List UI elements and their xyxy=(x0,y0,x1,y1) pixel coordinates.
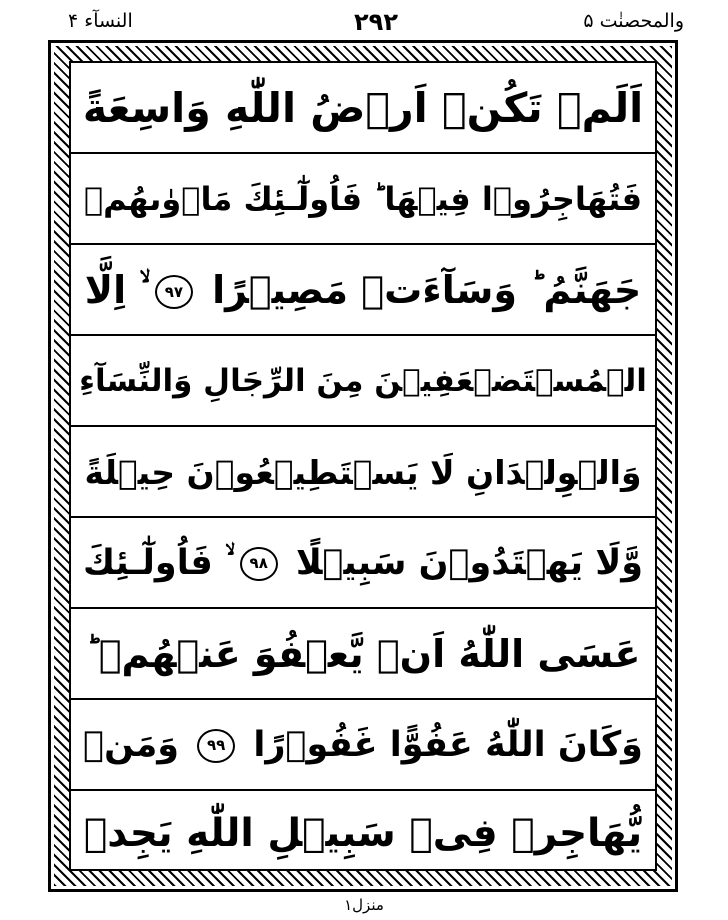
text-line-1 xyxy=(71,63,655,153)
line-text: عَسَى اللّٰهُ اَنۡ يَّعۡفُوَ عَنۡهُمۡ ؕ xyxy=(85,632,641,676)
text-line-2 xyxy=(71,154,655,244)
line-text xyxy=(83,724,643,765)
ayah-number-marker: ۹۹ xyxy=(197,729,235,763)
line-text: فَتُهَاجِرُوۡا فِيۡهَا ؕ فَاُولٰٓـئِكَ مَاۡوٰٮهُمۡ xyxy=(83,180,643,218)
juz-name: والمحصنٰت ۵ xyxy=(583,10,684,32)
text-line-5 xyxy=(71,427,655,517)
line-text-after-ayah: ۙ فَاُولٰٓـئِكَ xyxy=(82,542,225,583)
page-frame xyxy=(48,40,678,892)
text-line-3 xyxy=(71,245,655,335)
line-text xyxy=(82,542,644,583)
line-text-before-ayah: وَكَانَ اللّٰهُ عَفُوًّا غَفُوۡرًا xyxy=(253,724,643,765)
page-number: ۲۹۲ xyxy=(354,8,398,36)
line-text xyxy=(84,267,642,312)
line-text-before-ayah: جَهَنَّمُ ؕ وَسَآءَتۡ مَصِيۡرًا xyxy=(212,267,642,312)
ayah-number-marker: ۹۷ xyxy=(155,275,193,309)
line-text: اَلَمۡ تَكُنۡ اَرۡضُ اللّٰهِ وَاسِعَةً xyxy=(82,83,644,132)
manzil-footer: منزل۱ xyxy=(344,896,384,914)
line-text-after-ayah: ۙ اِلَّا xyxy=(84,267,140,312)
line-text: يُّهَاجِرۡ فِىۡ سَبِيۡلِ اللّٰهِ يَجِدۡ xyxy=(83,810,643,856)
line-text: وَالۡوِلۡدَانِ لَا يَسۡتَطِيۡعُوۡنَ حِيۡلَةً xyxy=(84,452,642,492)
line-text: الۡمُسۡتَضۡعَفِيۡنَ مِنَ الرِّجَالِ وَالنِّسَآءِ xyxy=(79,362,647,399)
text-line-4 xyxy=(71,336,655,426)
text-line-9 xyxy=(71,791,655,875)
ayah-number-marker: ۹۸ xyxy=(240,547,278,581)
surah-name: النسآء ۴ xyxy=(68,10,133,32)
text-line-7 xyxy=(71,609,655,699)
page-header xyxy=(68,8,684,40)
text-line-8 xyxy=(71,700,655,790)
text-area xyxy=(69,61,657,871)
line-text-after-ayah: وَمَنۡ xyxy=(83,724,179,765)
line-text-before-ayah: وَّلَا يَهۡتَدُوۡنَ سَبِيۡلًا xyxy=(295,542,644,583)
text-line-6 xyxy=(71,518,655,608)
